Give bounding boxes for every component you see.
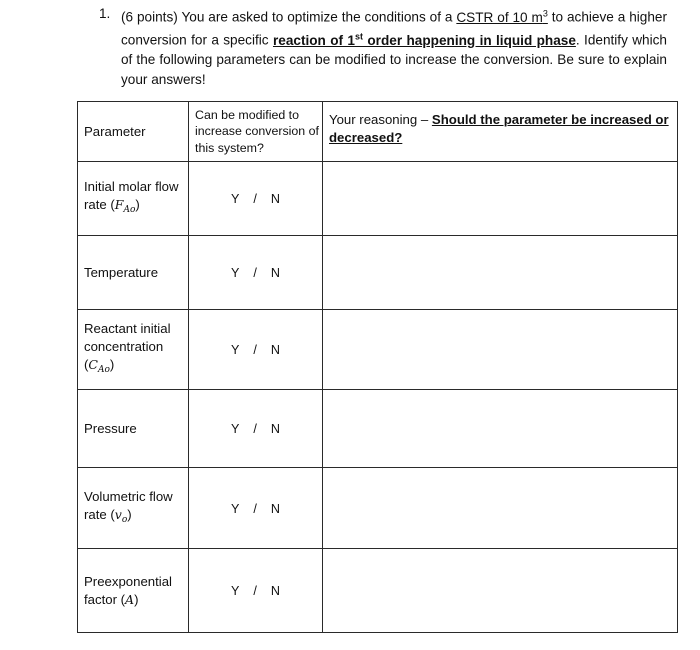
no-option[interactable]: N — [270, 501, 280, 516]
slash: / — [253, 343, 257, 357]
yn-choice[interactable] — [189, 162, 323, 236]
header-parameter: Parameter — [78, 102, 189, 162]
param-subscript: o — [121, 514, 128, 525]
header-reasoning-question: Should the parameter be increased or decreased? — [329, 112, 669, 145]
yn-choice[interactable] — [189, 390, 323, 468]
slash: / — [253, 501, 257, 516]
param-pressure — [78, 390, 189, 468]
table-header-row — [78, 102, 678, 162]
no-option[interactable]: N — [270, 584, 280, 598]
param-subscript: Ao — [123, 205, 136, 215]
yes-option[interactable]: Y — [230, 266, 240, 280]
reasoning-cell[interactable] — [323, 236, 678, 310]
table-row — [78, 236, 678, 310]
param-symbol: A — [125, 591, 135, 607]
param-preexponential: Preexponential factor (A) — [78, 549, 189, 633]
reasoning-cell[interactable] — [323, 468, 678, 549]
table-row — [78, 390, 678, 468]
header-reasoning — [323, 102, 678, 162]
table-row — [78, 468, 678, 549]
param-volumetric-flow: Volumetric flow rate $(v_o)$ — [78, 468, 189, 549]
slash: / — [253, 422, 257, 436]
no-option[interactable]: N — [270, 192, 280, 206]
param-label: Volumetric flow rate — [84, 488, 173, 522]
question-reaction: reaction of 1st order happening in liquid phase — [272, 31, 576, 48]
no-option[interactable]: N — [270, 343, 280, 357]
slash: / — [253, 266, 257, 280]
reasoning-cell[interactable] — [323, 390, 678, 468]
table-row — [78, 549, 678, 633]
header-modifiable: Can be modified to increase conversion of this system? — [189, 102, 323, 162]
yes-option[interactable]: Y — [230, 584, 240, 598]
param-symbol: F — [114, 197, 124, 212]
no-option[interactable]: N — [270, 266, 280, 280]
param-subscript: Ao — [97, 365, 110, 375]
no-option[interactable]: N — [270, 422, 280, 436]
slash: / — [253, 584, 257, 598]
yes-option[interactable]: Y — [230, 343, 240, 357]
param-label: Pressure — [84, 420, 137, 436]
reasoning-cell[interactable] — [323, 162, 678, 236]
param-label: Initial molar flow rate — [84, 179, 179, 212]
question-cstr: CSTR of 10 $m^3$ — [456, 8, 548, 25]
param-label: Temperature — [84, 264, 159, 280]
reasoning-cell[interactable] — [323, 310, 678, 390]
param-temperature — [78, 236, 189, 310]
question-intro: (6 points) You are asked to optimize the conditions of a — [121, 9, 453, 25]
param-reactant-concentration: Reactant initial concentration $(C_{Ao})$ — [78, 310, 189, 390]
param-initial-molar-flow: Initial molar flow rate $(F_{Ao})$ — [78, 162, 189, 236]
yes-option[interactable]: Y — [230, 422, 240, 436]
param-symbol: v — [114, 506, 122, 522]
yes-option[interactable]: Y — [230, 501, 240, 516]
yes-option[interactable]: Y — [230, 192, 240, 206]
reasoning-cell[interactable] — [323, 549, 678, 633]
question-mid: to achieve a higher conversion for a specific — [121, 9, 667, 48]
parameter-table — [77, 101, 678, 633]
yn-choice[interactable] — [189, 236, 323, 310]
yn-choice[interactable] — [189, 549, 323, 633]
table-row — [78, 310, 678, 390]
table-row — [78, 162, 678, 236]
question-text — [121, 4, 667, 89]
param-label: Reactant initial concentration — [84, 321, 171, 354]
yn-choice[interactable] — [189, 310, 323, 390]
question-end: . Identify which of the following parameters can be modified to increase the conversion. Be sure to explain your answers! — [121, 32, 667, 87]
param-label: Preexponential factor — [84, 573, 172, 607]
yn-choice[interactable] — [189, 468, 323, 549]
slash: / — [253, 192, 257, 206]
param-symbol: C — [88, 357, 98, 372]
question-number: 1. — [99, 6, 111, 21]
header-reasoning-prefix: Your reasoning – — [329, 112, 432, 127]
